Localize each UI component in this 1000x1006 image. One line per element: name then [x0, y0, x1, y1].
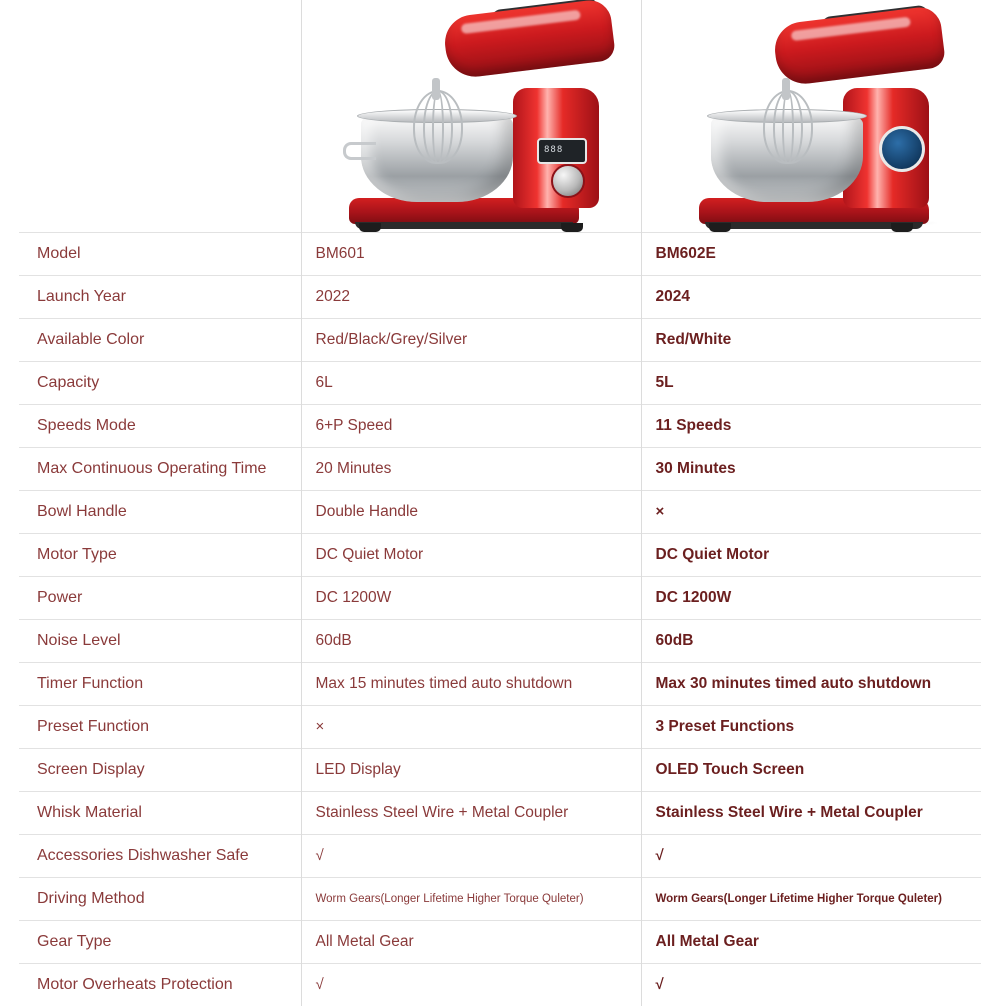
product-a-image-cell	[301, 0, 641, 233]
row-label: Model	[19, 233, 301, 276]
row-label: Accessories Dishwasher Safe	[19, 835, 301, 878]
row-value-product-b: 11 Speeds	[641, 405, 981, 448]
table-body	[19, 0, 981, 1006]
row-value-product-b: ×	[641, 491, 981, 534]
row-value-product-a: ×	[301, 706, 641, 749]
row-label: Timer Function	[19, 663, 301, 706]
row-value-product-b: Red/White	[641, 319, 981, 362]
row-value-product-b: √	[641, 964, 981, 1006]
table-row	[19, 878, 981, 921]
row-value-product-b: 30 Minutes	[641, 448, 981, 491]
row-value-product-a: Stainless Steel Wire + Metal Coupler	[301, 792, 641, 835]
row-value-product-a: 20 Minutes	[301, 448, 641, 491]
row-value-product-b: BM602E	[641, 233, 981, 276]
table-row	[19, 749, 981, 792]
row-label: Launch Year	[19, 276, 301, 319]
row-value-product-b: DC 1200W	[641, 577, 981, 620]
row-label: Whisk Material	[19, 792, 301, 835]
stand-mixer-red-led-icon: 888	[302, 0, 641, 232]
row-value-product-b: 5L	[641, 362, 981, 405]
table-row	[19, 577, 981, 620]
row-label: Noise Level	[19, 620, 301, 663]
table-row	[19, 534, 981, 577]
row-label: Power	[19, 577, 301, 620]
row-value-product-a: 2022	[301, 276, 641, 319]
row-value-product-b: DC Quiet Motor	[641, 534, 981, 577]
row-value-product-b: Stainless Steel Wire + Metal Coupler	[641, 792, 981, 835]
image-row-spacer	[19, 0, 301, 233]
table-row	[19, 835, 981, 878]
row-value-product-b: 2024	[641, 276, 981, 319]
row-label: Preset Function	[19, 706, 301, 749]
row-label: Max Continuous Operating Time	[19, 448, 301, 491]
row-value-product-a: Double Handle	[301, 491, 641, 534]
product-image-row	[19, 0, 981, 233]
row-value-product-a: 6+P Speed	[301, 405, 641, 448]
row-value-product-a: 6L	[301, 362, 641, 405]
table-row	[19, 276, 981, 319]
row-value-product-b: √	[641, 835, 981, 878]
row-value-product-b: 3 Preset Functions	[641, 706, 981, 749]
row-label: Capacity	[19, 362, 301, 405]
row-value-product-a: BM601	[301, 233, 641, 276]
row-label: Driving Method	[19, 878, 301, 921]
row-value-product-a: √	[301, 964, 641, 1006]
table-row	[19, 233, 981, 276]
product-b-image-cell	[641, 0, 981, 233]
row-value-product-a: √	[301, 835, 641, 878]
row-value-product-b: OLED Touch Screen	[641, 749, 981, 792]
row-label: Available Color	[19, 319, 301, 362]
row-value-product-a: LED Display	[301, 749, 641, 792]
row-value-product-a: Red/Black/Grey/Silver	[301, 319, 641, 362]
stand-mixer-red-oled-icon	[642, 0, 982, 232]
row-label: Screen Display	[19, 749, 301, 792]
row-label: Motor Type	[19, 534, 301, 577]
table-row	[19, 706, 981, 749]
row-value-product-b: Max 30 minutes timed auto shutdown	[641, 663, 981, 706]
row-value-product-b: Worm Gears(Longer Lifetime Higher Torque Quleter)	[641, 878, 981, 921]
table-row	[19, 319, 981, 362]
table-row	[19, 620, 981, 663]
row-value-product-a: All Metal Gear	[301, 921, 641, 964]
row-value-product-a: Max 15 minutes timed auto shutdown	[301, 663, 641, 706]
row-label: Bowl Handle	[19, 491, 301, 534]
table-row	[19, 663, 981, 706]
row-label: Speeds Mode	[19, 405, 301, 448]
row-value-product-a: 60dB	[301, 620, 641, 663]
table-row	[19, 921, 981, 964]
table-row	[19, 405, 981, 448]
row-value-product-a: Worm Gears(Longer Lifetime Higher Torque Quleter)	[301, 878, 641, 921]
table-row	[19, 792, 981, 835]
row-value-product-b: 60dB	[641, 620, 981, 663]
specification-comparison-table	[19, 0, 981, 1006]
table-row	[19, 362, 981, 405]
table-row	[19, 448, 981, 491]
table-row	[19, 491, 981, 534]
row-value-product-a: DC 1200W	[301, 577, 641, 620]
row-label: Gear Type	[19, 921, 301, 964]
row-label: Motor Overheats Protection	[19, 964, 301, 1006]
row-value-product-b: All Metal Gear	[641, 921, 981, 964]
row-value-product-a: DC Quiet Motor	[301, 534, 641, 577]
